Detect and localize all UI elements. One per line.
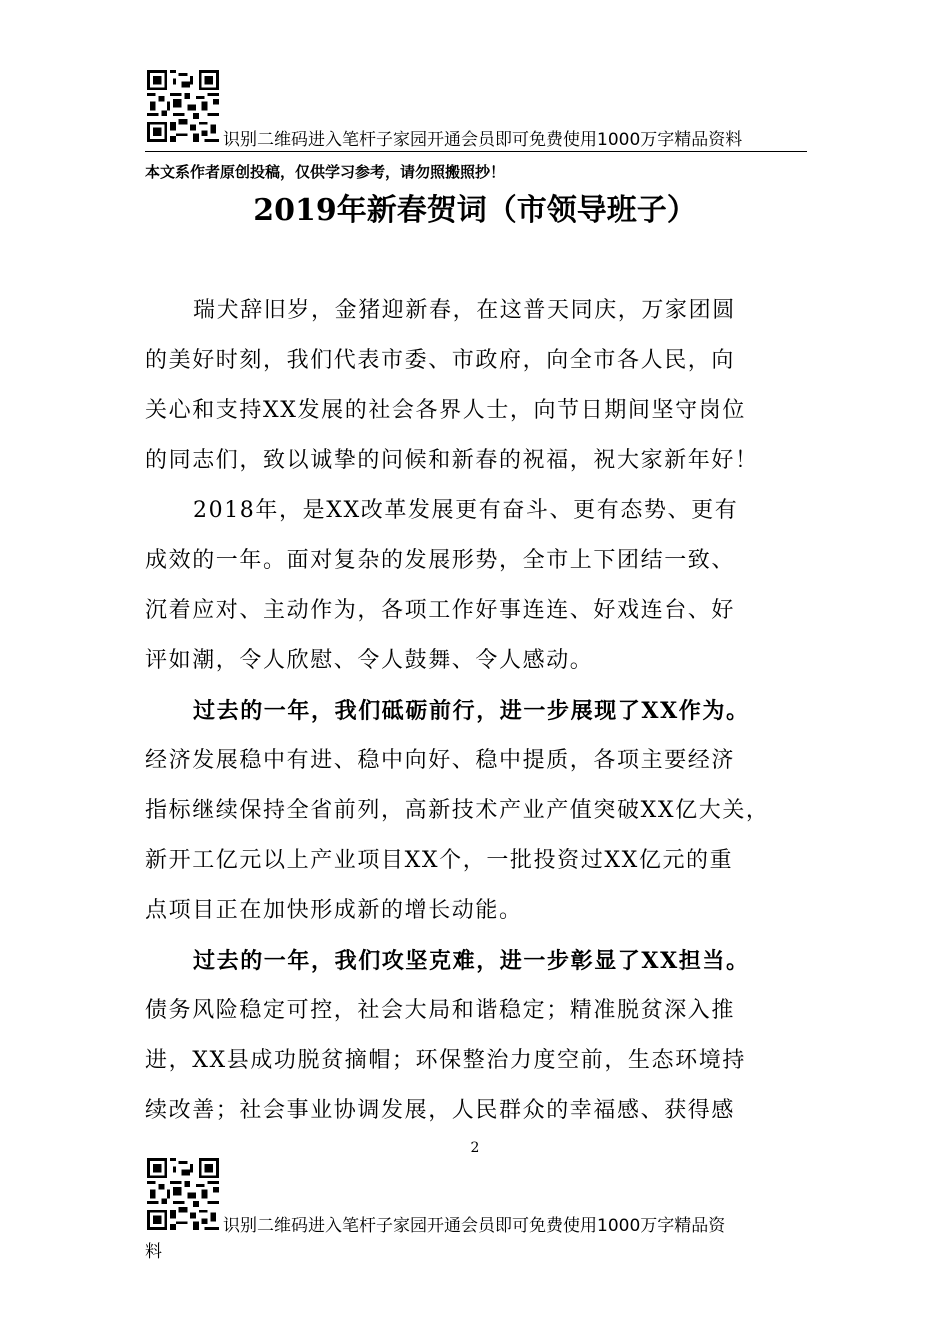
header-divider xyxy=(145,151,807,152)
section-heading: 过去的一年，我们攻坚克难，进一步彰显了XX担当。 xyxy=(193,948,750,974)
body-line: 成效的一年。面对复杂的发展形势，全市上下团结一致、 xyxy=(145,548,736,573)
body-line: 的美好时刻，我们代表市委、市政府，向全市各人民，向 xyxy=(145,348,736,373)
qr-code-icon xyxy=(147,70,219,142)
qr-code-icon xyxy=(147,1158,219,1230)
body-line: 瑞犬辞旧岁，金猪迎新春，在这普天同庆，万家团圆 xyxy=(193,298,736,323)
footer-banner-continuation: 料 xyxy=(145,1242,162,1262)
page-number: 2 xyxy=(470,1140,480,1156)
section-heading: 过去的一年，我们砥砺前行，进一步展现了XX作为。 xyxy=(193,698,750,724)
body-line: 进，XX县成功脱贫摘帽；环保整治力度空前，生态环境持 xyxy=(145,1048,746,1073)
document-title: 2019年新春贺词（市领导班子） xyxy=(253,193,697,228)
body-line: 的同志们，致以诚挚的问候和新春的祝福，祝大家新年好！ xyxy=(145,448,759,473)
body-line: 沉着应对、主动作为，各项工作好事连连、好戏连台、好 xyxy=(145,598,736,623)
body-line: 关心和支持XX发展的社会各界人士，向节日期间坚守岗位 xyxy=(145,398,746,423)
body-line: 指标继续保持全省前列，高新技术产业产值突破XX亿大关， xyxy=(145,798,770,823)
body-line: 2018年，是XX改革发展更有奋斗、更有态势、更有 xyxy=(193,498,739,523)
body-line: 经济发展稳中有进、稳中向好、稳中提质，各项主要经济 xyxy=(145,748,736,773)
body-line: 评如潮，令人欣慰、令人鼓舞、令人感动。 xyxy=(145,648,594,673)
body-line: 续改善；社会事业协调发展，人民群众的幸福感、获得感 xyxy=(145,1098,736,1123)
body-line: 新开工亿元以上产业项目XX个，一批投资过XX亿元的重 xyxy=(145,848,734,873)
body-line: 点项目正在加快形成新的增长动能。 xyxy=(145,898,523,923)
author-note: 本文系作者原创投稿，仅供学习参考，请勿照搬照抄！ xyxy=(145,163,506,181)
header-banner: 识别二维码进入笔杆子家园开通会员即可免费使用1000万字精品资料 xyxy=(223,130,743,150)
document-body xyxy=(145,286,805,1136)
footer-banner: 识别二维码进入笔杆子家园开通会员即可免费使用1000万字精品资 xyxy=(223,1216,726,1236)
body-line: 债务风险稳定可控，社会大局和谐稳定；精准脱贫深入推 xyxy=(145,998,736,1023)
